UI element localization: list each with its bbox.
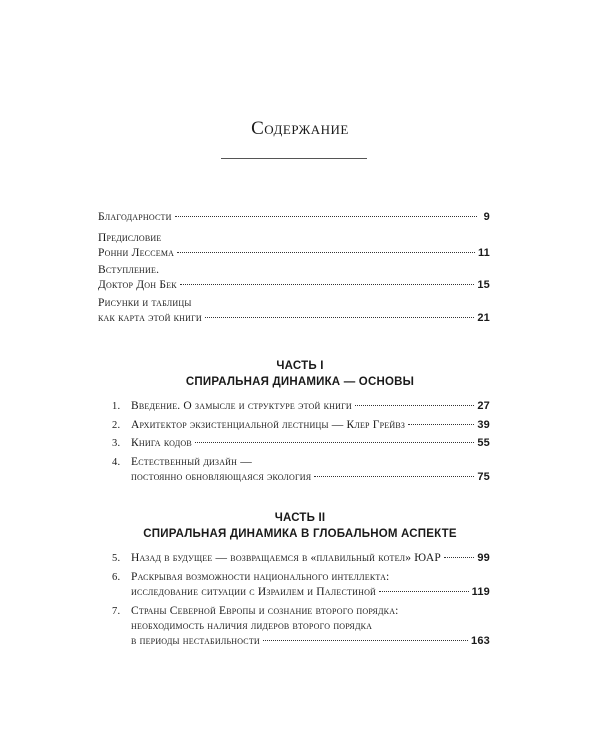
part-label: ЧАСТЬ I	[276, 360, 324, 372]
entry-title: исследование ситуации с Израилем и Палестиной	[131, 586, 377, 598]
page-title: Содержание	[251, 118, 349, 139]
leader-dots	[314, 476, 474, 477]
part-heading-1	[0, 358, 600, 390]
toc-chapter-1[interactable]	[112, 399, 490, 414]
toc-entry-acknowledgments[interactable]	[98, 210, 490, 225]
entry-title-line: Предисловие	[98, 232, 162, 244]
page-number: 55	[477, 437, 490, 449]
toc-chapter-2[interactable]	[112, 418, 490, 433]
entry-title-line: необходимость наличия лидеров второго порядка	[131, 620, 373, 632]
leader-dots	[263, 640, 468, 641]
entry-title: как карта этой книги	[98, 312, 202, 324]
page-number: 75	[477, 471, 490, 483]
leader-dots	[177, 252, 475, 253]
part-title: СПИРАЛЬНАЯ ДИНАМИКА — ОСНОВЫ	[185, 376, 415, 388]
entry-title: Ронни Лессема	[98, 247, 175, 259]
page-number: 21	[477, 312, 490, 324]
toc-entry-foreword[interactable]	[98, 231, 490, 261]
toc-chapter-3[interactable]	[112, 436, 490, 451]
chapter-number: 7.	[112, 606, 121, 617]
page-number: 99	[477, 552, 490, 564]
page-number: 15	[477, 279, 490, 291]
title-divider	[221, 158, 367, 159]
leader-dots	[355, 405, 474, 406]
leader-dots	[175, 216, 477, 217]
leader-dots	[408, 424, 474, 425]
part-heading-2	[0, 510, 600, 542]
toc-chapter-4[interactable]	[112, 455, 490, 485]
entry-title: Доктор Дон Бек	[98, 279, 177, 291]
entry-title: постоянно обновляющаяся экология	[131, 471, 312, 483]
toc-entry-figures[interactable]	[98, 296, 490, 326]
leader-dots	[180, 284, 475, 285]
entry-title-line: Вступление.	[98, 264, 160, 276]
entry-title: Книга кодов	[131, 437, 192, 449]
page-number: 39	[477, 419, 490, 431]
page-number: 27	[477, 400, 490, 412]
part-label: ЧАСТЬ II	[274, 512, 326, 524]
toc-chapter-5[interactable]	[112, 551, 490, 566]
leader-dots	[379, 591, 469, 592]
page-number: 163	[471, 635, 490, 647]
toc-chapter-6[interactable]	[112, 570, 490, 600]
entry-title: в периоды нестабильности	[131, 635, 260, 647]
entry-title-line: Страны Северной Европы и сознание второго порядка:	[131, 605, 399, 617]
entry-title-line: Естественный дизайн —	[131, 456, 252, 468]
leader-dots	[195, 442, 474, 443]
entry-title: Архитектор экзистенциальной лестницы — Клер Грейвз	[131, 419, 406, 431]
chapter-number: 4.	[112, 457, 121, 468]
chapter-number: 6.	[112, 572, 121, 583]
page-number: 119	[471, 586, 490, 598]
part-title: СПИРАЛЬНАЯ ДИНАМИКА В ГЛОБАЛЬНОМ АСПЕКТЕ	[143, 528, 457, 540]
entry-title-line: Рисунки и таблицы	[98, 297, 192, 309]
chapter-number: 3.	[112, 438, 121, 449]
page-number: 9	[483, 211, 490, 223]
leader-dots	[444, 557, 474, 558]
entry-title: Введение. О замысле и структуре этой книги	[131, 400, 352, 412]
chapter-number: 2.	[112, 420, 121, 431]
leader-dots	[205, 317, 474, 318]
chapter-number: 5.	[112, 553, 121, 564]
entry-title: Назад в будущее — возвращаемся в «плавильный котел» ЮАР	[131, 552, 441, 564]
entry-title: Благодарности	[98, 211, 172, 223]
chapter-number: 1.	[112, 401, 121, 412]
toc-chapter-7[interactable]	[112, 604, 490, 649]
toc-entry-introduction[interactable]	[98, 263, 490, 293]
entry-title-line: Раскрывая возможности национального интеллекта:	[131, 571, 390, 583]
page-number: 11	[477, 247, 490, 259]
